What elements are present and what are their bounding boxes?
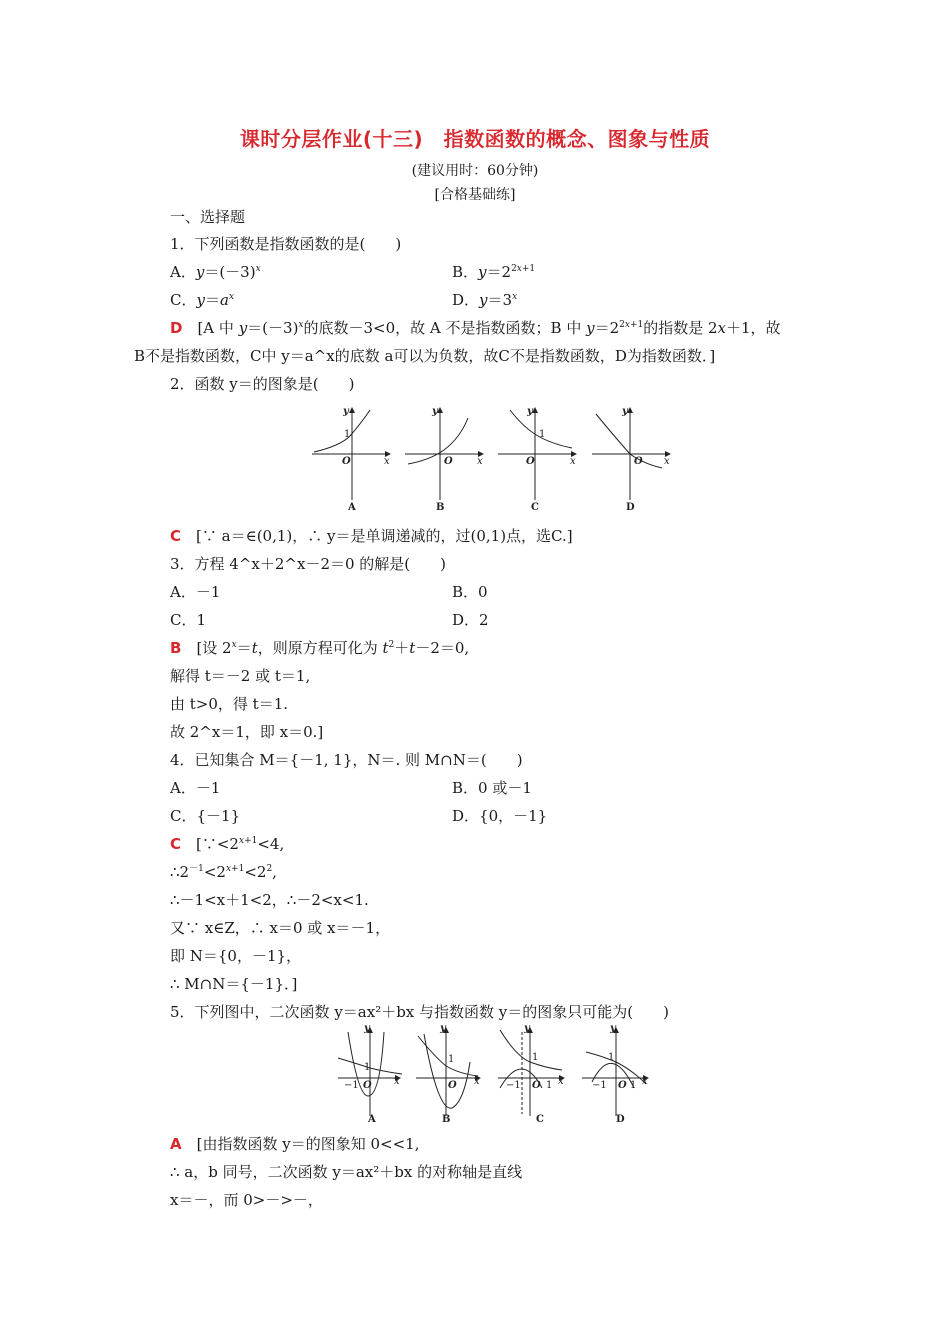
q4-answer: C [$\because<2^{x+1}<4$, xyxy=(170,835,285,853)
svg-text:x: x xyxy=(642,1076,648,1087)
svg-text:y: y xyxy=(524,1023,530,1034)
q5-answer-line2: ∴ a，b 同号，二次函数 y＝ax²＋bx 的对称轴是直线 xyxy=(170,1163,523,1181)
q3-answer: B [设 $2^x=t$，则原方程可化为 $t^2+t-2=0$, xyxy=(170,639,470,657)
q4-option-a: A．－1 xyxy=(170,779,221,797)
q4-answer-line2: $\therefore 2^{-1}<2^{x+1}<2^2$, xyxy=(170,863,277,881)
q1-answer: D [A 中 $y=(-3)^x$的底数－3<0，故 A 不是指数函数；B 中 $y=2^{2x+1}$的指数是 2x＋1，故 xyxy=(170,319,781,337)
q4-option-b: B．0 或－1 xyxy=(452,779,532,797)
q1-option-c: C．$y=a^x$ xyxy=(170,291,235,309)
q4-option-c: C．{－1} xyxy=(170,807,241,825)
time-note: (建议用时：60分钟) xyxy=(411,163,539,179)
q3-option-c: C．1 xyxy=(170,611,207,629)
svg-text:1: 1 xyxy=(344,429,351,440)
svg-text:1: 1 xyxy=(539,429,546,440)
q3-option-d: D．2 xyxy=(452,611,489,629)
svg-text:−1: −1 xyxy=(506,1080,521,1091)
svg-text:O: O xyxy=(448,1080,457,1091)
q1-answer-letter: D xyxy=(170,319,183,337)
svg-text:y: y xyxy=(610,1023,616,1034)
q2-graph-label-a: A xyxy=(348,502,356,513)
q3-answer-line4: 故 2^x＝1，即 x＝0.] xyxy=(170,723,324,741)
svg-text:y: y xyxy=(364,1023,370,1034)
svg-text:O: O xyxy=(363,1080,372,1091)
level-label: [合格基础练] xyxy=(434,187,516,203)
svg-text:y: y xyxy=(343,406,349,417)
svg-text:O: O xyxy=(342,456,351,467)
q4-answer-letter: C xyxy=(170,835,182,853)
svg-text:y: y xyxy=(440,1023,446,1034)
svg-text:y: y xyxy=(432,406,438,417)
q5-answer-line3: x＝－，而 0>－>－， xyxy=(170,1191,323,1209)
q3-answer-line2: 解得 t＝－2 或 t＝1, xyxy=(170,667,311,685)
svg-text:1: 1 xyxy=(532,1052,539,1063)
q5-graph-label-d: D xyxy=(616,1114,625,1125)
q3-stem: 3．方程 4^x＋2^x－2＝0 的解是( ) xyxy=(170,555,447,573)
q4-answer-line3: ∴－1<x＋1<2，∴－2<x<1. xyxy=(170,891,369,909)
q4-option-d: D．{0，－1} xyxy=(452,807,548,825)
q4-answer-line5: 即 N＝{0，－1}， xyxy=(170,947,302,965)
svg-text:O: O xyxy=(618,1080,627,1091)
svg-text:1: 1 xyxy=(448,1054,455,1065)
q5-answer-letter: A xyxy=(170,1135,182,1153)
q2-answer: C [∵ a＝∈(0,1)，∴ y＝是单调递减的，过(0,1)点，选C.] xyxy=(170,527,573,545)
svg-text:O: O xyxy=(526,456,535,467)
section-heading: 一、选择题 xyxy=(170,208,246,226)
q4-answer-line4: 又∵ x∈Z，∴ x＝0 或 x＝－1， xyxy=(170,919,391,937)
q4-answer-line6: ∴ M∩N＝{－1}．] xyxy=(170,975,298,993)
q3-option-a: A．－1 xyxy=(170,583,221,601)
page-title: 课时分层作业(十三) 指数函数的概念、图象与性质 xyxy=(239,127,711,151)
svg-text:−1: −1 xyxy=(344,1080,359,1091)
svg-text:x: x xyxy=(664,456,670,467)
q1-option-d: D．$y=3^x$ xyxy=(452,291,518,309)
svg-text:x: x xyxy=(477,456,483,467)
svg-text:−1: −1 xyxy=(592,1080,607,1091)
q5-answer: A [由指数函数 y＝的图象知 0<<1, xyxy=(170,1135,420,1153)
svg-text:1: 1 xyxy=(364,1062,371,1073)
q5-graphs xyxy=(330,1022,660,1126)
q5-stem: 5．下列图中，二次函数 y＝ax²＋bx 与指数函数 y＝的图象只可能为( ) xyxy=(170,1003,669,1021)
q4-stem: 4．已知集合 M＝{－1, 1}，N＝. 则 M∩N＝( ) xyxy=(170,751,523,769)
svg-text:1: 1 xyxy=(630,1080,637,1091)
q1-option-b: B．$y=2^{2x+1}$ xyxy=(452,263,536,281)
svg-text:1: 1 xyxy=(546,1080,553,1091)
svg-text:O: O xyxy=(444,456,453,467)
q2-stem: 2．函数 y＝的图象是( ) xyxy=(170,375,355,393)
q2-answer-letter: C xyxy=(170,527,182,545)
q3-answer-line3: 由 t>0，得 t＝1. xyxy=(170,695,289,713)
q1-stem: 1．下列函数是指数函数的是( ) xyxy=(170,235,402,253)
svg-text:x: x xyxy=(558,1076,564,1087)
q2-graph-label-c: C xyxy=(531,502,539,513)
svg-text:y: y xyxy=(622,406,628,417)
q5-graph-label-b: B xyxy=(442,1114,451,1125)
q5-graph-label-a: A xyxy=(368,1114,376,1125)
svg-text:1: 1 xyxy=(608,1052,615,1063)
svg-text:O: O xyxy=(532,1080,541,1091)
q5-graph-label-c: C xyxy=(536,1114,544,1125)
q1-option-a: A．$y=(-3)^x$ xyxy=(170,263,261,281)
svg-text:y: y xyxy=(527,406,533,417)
q3-answer-letter: B xyxy=(170,639,182,657)
q2-graphs xyxy=(300,400,680,518)
svg-text:x: x xyxy=(394,1076,400,1087)
q3-option-b: B．0 xyxy=(452,583,488,601)
q2-graph-label-b: B xyxy=(436,502,445,513)
svg-text:x: x xyxy=(570,456,576,467)
q2-graph-label-d: D xyxy=(626,502,635,513)
svg-text:x: x xyxy=(384,456,390,467)
svg-text:O: O xyxy=(634,456,643,467)
q1-answer-line2: B不是指数函数，C中 y＝a^x的底数 a可以为负数，故C不是指数函数，D为指数函数．] xyxy=(134,347,716,365)
svg-text:x: x xyxy=(474,1076,480,1087)
